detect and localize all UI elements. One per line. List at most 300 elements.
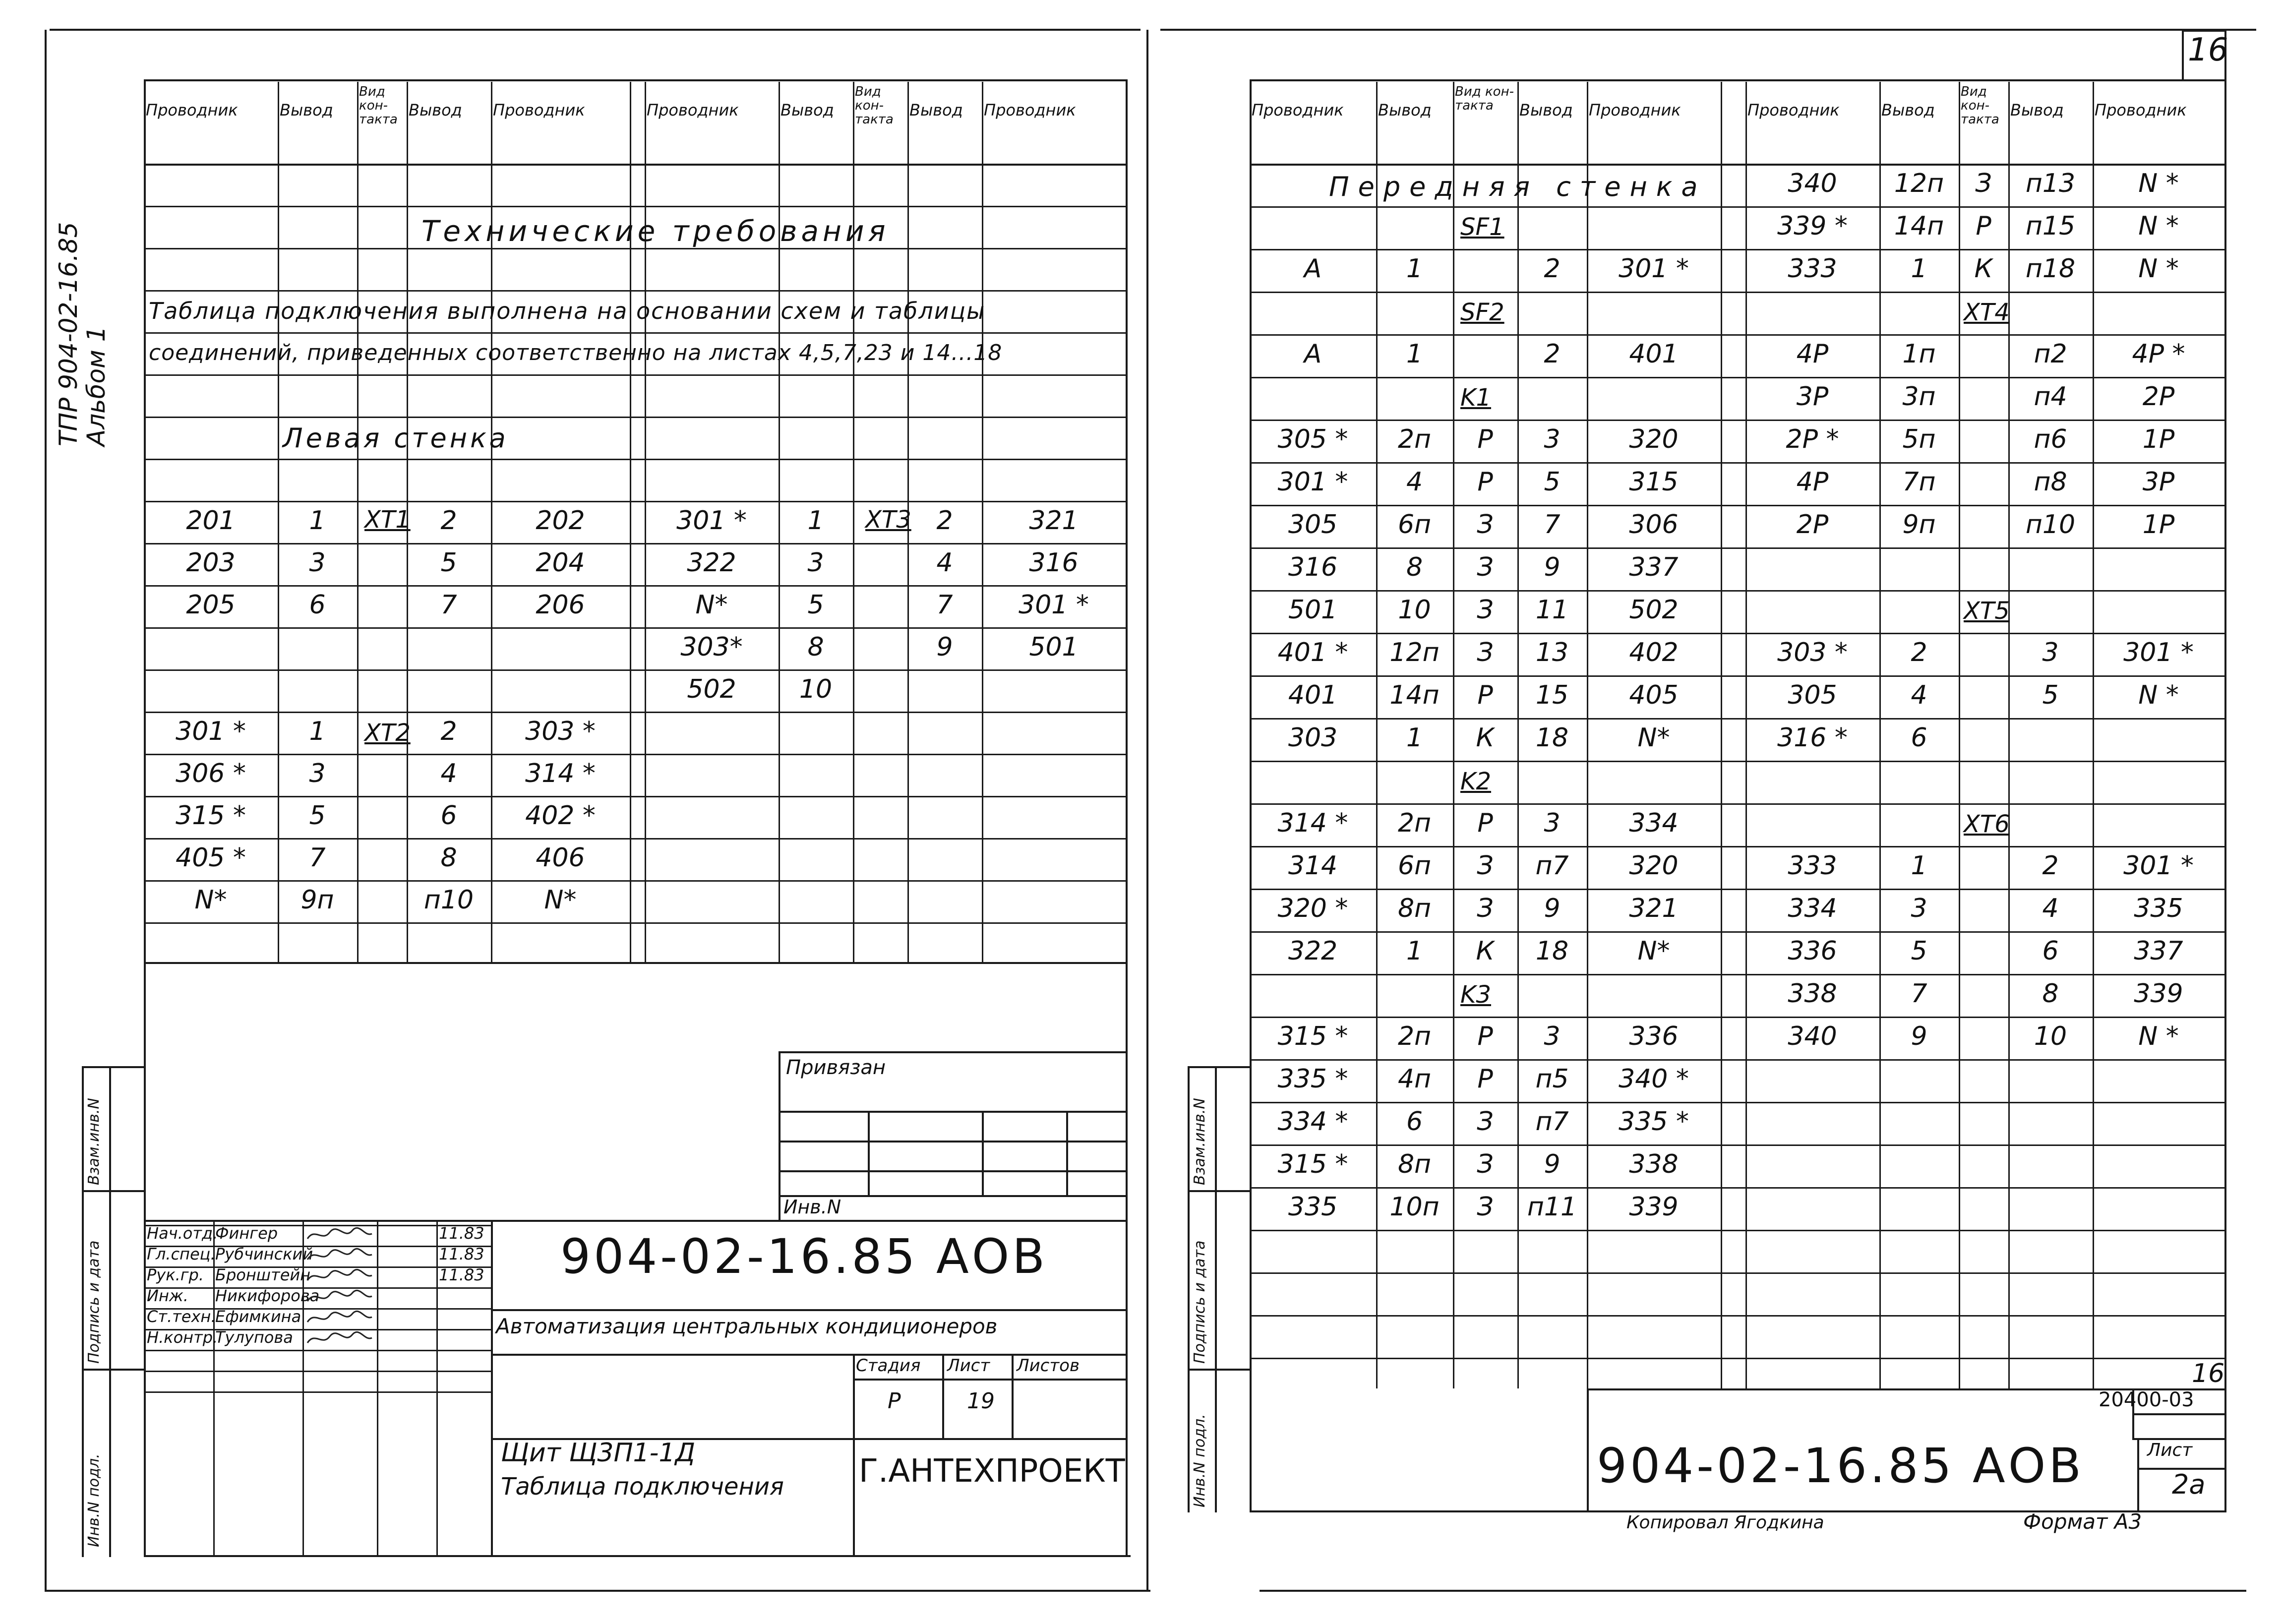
role-title: Ст.техн. — [147, 1307, 216, 1326]
terminal-cell: 3 — [1911, 894, 1927, 923]
conductor-cell: 303 * — [1777, 638, 1848, 667]
contact-cell: З — [1975, 169, 1992, 198]
terminal-cell: 9 — [936, 632, 953, 662]
terminal-cell: 1 — [1406, 723, 1423, 753]
grid-line — [1250, 377, 2224, 378]
conductor-cell: 203 — [186, 548, 236, 578]
role-title: Нач.отд. — [147, 1224, 218, 1243]
copied-by: Копировал Ягодкина — [1626, 1512, 1824, 1533]
sidebar-vzam-right: Взам.инв.N — [1191, 1098, 1208, 1185]
conductor-cell: 4Р — [1796, 467, 1829, 497]
front-wall-label: Передняя стенка — [1329, 171, 1707, 202]
conductor-cell: N* — [1637, 723, 1670, 753]
contact-cell: Р — [1477, 808, 1493, 838]
sidebar-inv-right: Инв.N подл. — [1191, 1414, 1208, 1507]
conductor-cell: 405 * — [176, 843, 246, 873]
conductor-cell: 306 * — [176, 759, 246, 788]
block-label-sf1: SF1 — [1460, 213, 1504, 241]
conductor-cell: N * — [2138, 254, 2179, 284]
terminal-cell: 6 — [1406, 1107, 1423, 1137]
conductor-cell: 334 — [1629, 808, 1679, 838]
block-label-k2: K2 — [1460, 768, 1492, 795]
role-name: Фингер — [215, 1224, 278, 1243]
terminal-cell: 3п — [1902, 382, 1936, 412]
terminal-cell: 8 — [1406, 552, 1423, 582]
grid-line — [436, 1220, 438, 1557]
conductor-cell: 322 — [687, 548, 736, 578]
terminal-cell: 8 — [2042, 979, 2059, 1009]
conductor-cell: 321 — [1629, 894, 1679, 923]
terminal-cell: 1 — [1406, 936, 1423, 966]
block-label-xt6: XT6 — [1964, 810, 2010, 838]
table-title: Таблица подключения — [501, 1473, 784, 1501]
conductor-cell: 305 — [1788, 680, 1837, 710]
conductor-cell: 401 — [1288, 680, 1338, 710]
conductor-cell: 339 — [1629, 1192, 1679, 1222]
terminal-cell: 3 — [1544, 1022, 1561, 1051]
grid-line — [1250, 1102, 2224, 1103]
conductor-cell: 201 — [186, 506, 236, 536]
grid-line — [1250, 1358, 2224, 1359]
stage-value: Р — [888, 1388, 901, 1414]
grid-line — [1250, 803, 2224, 805]
grid-line — [1250, 249, 2224, 250]
conductor-cell: 303* — [680, 632, 743, 662]
conductor-cell: А — [1304, 339, 1322, 369]
grid-line — [144, 1350, 491, 1351]
conductor-cell: 4Р * — [2132, 339, 2185, 369]
grid-line — [357, 82, 359, 962]
contact-cell: Р — [1976, 211, 1991, 241]
conductor-cell: 305 — [1288, 510, 1338, 540]
grid-line — [377, 1220, 378, 1557]
conductor-cell: 337 — [1629, 552, 1679, 582]
header-contact-type: Вид кон-такта — [359, 84, 398, 127]
terminal-cell: п10 — [423, 885, 474, 915]
conductor-cell: 315 * — [176, 801, 246, 831]
terminal-cell: 1п — [1902, 339, 1936, 369]
notes-line-2: соединений, приведенных соответственно на листах 4,5,7,23 и 14...18 — [149, 340, 1003, 365]
terminal-cell: 1 — [1406, 254, 1423, 284]
grid-line — [144, 164, 1128, 166]
format-label: Формат А3 — [2023, 1509, 2142, 1534]
role-title: Рук.гр. — [147, 1265, 204, 1284]
terminal-cell: п4 — [2034, 382, 2067, 412]
conductor-cell: 301 * — [1277, 467, 1348, 497]
grid-line — [1250, 1144, 2224, 1146]
terminal-cell: 1 — [1406, 339, 1423, 369]
grid-line — [1250, 931, 2224, 933]
grid-line — [1250, 1017, 2224, 1018]
contact-cell: З — [1477, 638, 1494, 667]
conductor-cell: 316 — [1288, 552, 1338, 582]
terminal-cell: 3 — [309, 759, 326, 788]
grid-line — [1250, 292, 2224, 293]
terminal-cell: 1 — [1911, 254, 1927, 284]
conductor-cell: N* — [1637, 936, 1670, 966]
block-label-k1: K1 — [1460, 384, 1492, 412]
conductor-cell: 4Р — [1796, 339, 1829, 369]
conductor-cell: 339 * — [1777, 211, 1848, 241]
conductor-cell: 301 * — [1019, 590, 1089, 620]
role-title: Гл.спец. — [147, 1245, 216, 1263]
role-date: 11.83 — [439, 1245, 484, 1263]
conductor-cell: 502 — [687, 674, 736, 704]
header-conductor: Проводник — [1252, 101, 1344, 120]
conductor-cell: 406 — [536, 843, 585, 873]
terminal-cell: 12п — [1894, 169, 1944, 198]
conductor-cell: 315 * — [1277, 1022, 1348, 1051]
role-title: Н.контр. — [147, 1328, 218, 1347]
sheet-header: Лист — [947, 1356, 990, 1376]
terminal-cell: 4 — [440, 759, 457, 788]
terminal-cell: 3 — [1544, 808, 1561, 838]
list-value: 2а — [2172, 1469, 2206, 1500]
archive-number: 20400-03 — [2099, 1388, 2194, 1411]
conductor-cell: 502 — [1629, 595, 1679, 625]
conductor-cell: 206 — [536, 590, 585, 620]
grid-line — [144, 712, 1128, 713]
signature-mark — [305, 1287, 374, 1307]
conductor-cell: 321 — [1029, 506, 1079, 536]
terminal-cell: 9 — [1544, 1149, 1561, 1179]
contact-cell: З — [1477, 510, 1494, 540]
conductor-cell: 402 — [1629, 638, 1679, 667]
conductor-cell: 340 — [1788, 169, 1837, 198]
terminal-cell: 7 — [1911, 979, 1927, 1009]
conductor-cell: 402 * — [525, 801, 596, 831]
terminal-cell: п8 — [2034, 467, 2067, 497]
conductor-cell: 314 * — [525, 759, 596, 788]
conductor-cell: N* — [695, 590, 728, 620]
role-name: Рубчинский — [215, 1245, 313, 1263]
terminal-cell: п11 — [1527, 1192, 1577, 1222]
header-terminal: Вывод — [909, 101, 963, 120]
conductor-cell: 405 — [1629, 680, 1679, 710]
terminal-cell: 5 — [440, 548, 457, 578]
notes-title: Технические требования — [421, 214, 890, 248]
conductor-cell: 320 — [1629, 424, 1679, 454]
left-wall-label: Левая стенка — [283, 422, 509, 454]
terminal-cell: 2 — [440, 717, 457, 746]
org-name: Г.АНТЕХПРОЕКТ — [859, 1453, 1125, 1490]
terminal-cell: 9 — [1544, 894, 1561, 923]
grid-line — [213, 1220, 215, 1557]
header-conductor: Проводник — [647, 101, 739, 120]
block-label-sf2: SF2 — [1460, 299, 1504, 326]
terminal-cell: 2 — [936, 506, 953, 536]
conductor-cell: 205 — [186, 590, 236, 620]
conductor-cell: 501 — [1288, 595, 1338, 625]
list-header: Лист — [2147, 1440, 2193, 1460]
conductor-cell: 3Р — [2142, 467, 2175, 497]
terminal-cell: 5 — [807, 590, 824, 620]
conductor-cell: 340 * — [1619, 1064, 1689, 1094]
terminal-cell: 1 — [309, 717, 326, 746]
conductor-cell: 335 * — [1277, 1064, 1348, 1094]
header-terminal: Вывод — [2010, 101, 2064, 120]
conductor-cell: 336 — [1629, 1022, 1679, 1051]
terminal-cell: п10 — [2025, 510, 2076, 540]
sidebar-inv: Инв.N подл. — [85, 1453, 103, 1547]
conductor-cell: 3Р — [1796, 382, 1829, 412]
terminal-cell: 10 — [799, 674, 833, 704]
conductor-cell: 335 — [1288, 1192, 1338, 1222]
conductor-cell: 401 * — [1277, 638, 1348, 667]
terminal-cell: 2п — [1397, 424, 1432, 454]
stage-header: Стадия — [856, 1356, 921, 1376]
contact-cell: Р — [1477, 680, 1493, 710]
terminal-cell: 1 — [807, 506, 824, 536]
grid-line — [144, 332, 1128, 334]
terminal-cell: 4 — [2042, 894, 2059, 923]
contact-cell: З — [1477, 851, 1494, 881]
terminal-cell: п5 — [1535, 1064, 1569, 1094]
grid-line — [144, 838, 1128, 840]
terminal-cell: 2 — [1544, 254, 1561, 284]
header-contact-type: Вид кон-такта — [1961, 84, 1999, 127]
header-terminal: Вывод — [409, 101, 462, 120]
header-conductor: Проводник — [493, 101, 585, 120]
terminal-cell: 3 — [807, 548, 824, 578]
terminal-cell: 1 — [1911, 851, 1927, 881]
terminal-cell: 9п — [300, 885, 334, 915]
sheet-value: 19 — [967, 1388, 995, 1414]
header-contact-type: Вид кон-такта — [1455, 84, 1514, 113]
conductor-cell: А — [1304, 254, 1322, 284]
terminal-cell: п7 — [1535, 1107, 1569, 1137]
terminal-cell: 8 — [807, 632, 824, 662]
role-date: 11.83 — [439, 1265, 484, 1284]
drawing-code-right: 904-02-16.85 АОВ — [1597, 1438, 2085, 1494]
conductor-cell: 337 — [2134, 936, 2183, 966]
terminal-cell: 5 — [1911, 936, 1927, 966]
privyazan-label: Привязан — [786, 1056, 886, 1079]
stamp-sheet-num: 16 — [2192, 1359, 2225, 1388]
contact-cell: З — [1477, 552, 1494, 582]
terminal-cell: 6 — [1911, 723, 1927, 753]
role-title: Инж. — [147, 1286, 188, 1305]
terminal-cell: 3 — [1544, 424, 1561, 454]
contact-cell: Р — [1477, 467, 1493, 497]
terminal-cell: 4п — [1397, 1064, 1432, 1094]
terminal-cell: 8п — [1397, 894, 1432, 923]
grid-line — [144, 374, 1128, 376]
contact-cell: К — [1476, 936, 1495, 966]
conductor-cell: 320 * — [1277, 894, 1348, 923]
grid-line — [1250, 590, 2224, 592]
grid-line — [144, 459, 1128, 460]
conductor-cell: 2Р — [2142, 382, 2175, 412]
conductor-cell: 202 — [536, 506, 585, 536]
contact-cell: З — [1477, 1192, 1494, 1222]
conductor-cell: N * — [2138, 680, 2179, 710]
terminal-cell: 5п — [1902, 424, 1936, 454]
conductor-cell: 340 — [1788, 1022, 1837, 1051]
conductor-cell: 316 * — [1777, 723, 1848, 753]
terminal-cell: 18 — [1535, 936, 1569, 966]
header-terminal: Вывод — [1881, 101, 1935, 120]
sidebar-podpis: Подпись и дата — [85, 1240, 103, 1364]
role-name: Бронштейн — [215, 1265, 311, 1284]
notes-line-1: Таблица подключения выполнена на основании схем и таблицы — [149, 298, 986, 324]
conductor-cell: 338 — [1629, 1149, 1679, 1179]
terminal-cell: 6 — [440, 801, 457, 831]
conductor-cell: 301 * — [1619, 254, 1689, 284]
grid-line — [1250, 718, 2224, 720]
grid-line — [144, 290, 1128, 292]
terminal-cell: 3 — [309, 548, 326, 578]
terminal-cell: п13 — [2025, 169, 2076, 198]
terminal-cell: 2п — [1397, 808, 1432, 838]
role-date: 11.83 — [439, 1224, 484, 1243]
grid-line — [144, 796, 1128, 797]
terminal-cell: 8 — [440, 843, 457, 873]
terminal-cell: 5 — [309, 801, 326, 831]
terminal-cell: 2 — [440, 506, 457, 536]
grid-line — [144, 501, 1128, 502]
header-terminal: Вывод — [781, 101, 834, 120]
conductor-cell: 204 — [536, 548, 585, 578]
block-label-k3: K3 — [1460, 981, 1492, 1009]
grid-line — [1721, 82, 1722, 1388]
terminal-cell: 9п — [1902, 510, 1936, 540]
terminal-cell: 7п — [1902, 467, 1936, 497]
contact-cell: Р — [1477, 1064, 1493, 1094]
terminal-cell: 2п — [1397, 1022, 1432, 1051]
terminal-cell: 1 — [309, 506, 326, 536]
terminal-cell: 14п — [1894, 211, 1944, 241]
conductor-cell: N * — [2138, 211, 2179, 241]
header-conductor: Проводник — [146, 101, 238, 120]
conductor-cell: 314 — [1288, 851, 1338, 881]
xt2-label: XT2 — [364, 719, 411, 747]
terminal-cell: 10 — [1398, 595, 1431, 625]
grid-line — [144, 1371, 491, 1372]
terminal-cell: 13 — [1535, 638, 1569, 667]
conductor-cell: 401 — [1629, 339, 1679, 369]
role-name: Тулупова — [215, 1328, 293, 1347]
signature-mark — [305, 1225, 374, 1245]
block-label-xt5: XT5 — [1964, 597, 2010, 625]
grid-line — [1250, 206, 2224, 208]
header-contact-type: Вид кон-такта — [855, 84, 894, 127]
grid-line — [1250, 505, 2224, 506]
grid-line — [144, 669, 1128, 671]
sidebar-podpis-right: Подпись и дата — [1191, 1240, 1208, 1364]
contact-cell: К — [1974, 254, 1993, 284]
contact-cell: Р — [1477, 424, 1493, 454]
terminal-cell: 10п — [1389, 1192, 1440, 1222]
terminal-cell: п18 — [2025, 254, 2076, 284]
block-label-xt4: XT4 — [1964, 299, 2010, 326]
terminal-cell: 5 — [2042, 680, 2059, 710]
conductor-cell: 334 * — [1277, 1107, 1348, 1137]
terminal-cell: 4 — [1406, 467, 1423, 497]
conductor-cell: 303 * — [525, 717, 596, 746]
conductor-cell: 301 * — [2123, 851, 2194, 881]
sheet-number-top: 16 — [2188, 32, 2228, 68]
xt3-label: XT3 — [865, 506, 911, 534]
sidebar-vzam: Взам.инв.N — [85, 1098, 103, 1185]
grid-line — [144, 206, 1128, 207]
terminal-cell: п7 — [1535, 851, 1569, 881]
role-name: Ефимкина — [215, 1307, 301, 1326]
grid-line — [1250, 420, 2224, 421]
contact-cell: З — [1477, 1149, 1494, 1179]
terminal-cell: 6 — [309, 590, 326, 620]
terminal-cell: 3 — [2042, 638, 2059, 667]
project-title: Автоматизация центральных кондиционеров — [496, 1314, 998, 1338]
xt1-label: XT1 — [364, 506, 411, 534]
conductor-cell: 335 * — [1619, 1107, 1689, 1137]
terminal-cell: 10 — [2034, 1022, 2067, 1051]
terminal-cell: 6п — [1397, 510, 1432, 540]
conductor-cell: N* — [544, 885, 577, 915]
grid-line — [1250, 547, 2224, 549]
header-conductor: Проводник — [1589, 101, 1681, 120]
grid-line — [1250, 1187, 2224, 1189]
signature-mark — [305, 1246, 374, 1265]
terminal-cell: 2 — [2042, 851, 2059, 881]
grid-line — [1250, 1315, 2224, 1317]
conductor-cell: 336 — [1788, 936, 1837, 966]
conductor-cell: 1Р — [2142, 510, 2175, 540]
conductor-cell: 335 — [2134, 894, 2183, 923]
terminal-cell: 12п — [1389, 638, 1440, 667]
terminal-cell: 6п — [1397, 851, 1432, 881]
terminal-cell: 2 — [1911, 638, 1927, 667]
grid-line — [1250, 633, 2224, 634]
terminal-cell: 7 — [936, 590, 953, 620]
terminal-cell: п15 — [2025, 211, 2076, 241]
terminal-cell: 18 — [1535, 723, 1569, 753]
grid-line — [144, 922, 1128, 924]
grid-line — [144, 248, 1128, 249]
grid-line — [1250, 1272, 2224, 1274]
signature-mark — [305, 1308, 374, 1328]
conductor-cell: 320 — [1629, 851, 1679, 881]
grid-line — [1250, 889, 2224, 890]
conductor-cell: 333 — [1788, 851, 1837, 881]
contact-cell: З — [1477, 595, 1494, 625]
terminal-cell: 7 — [309, 843, 326, 873]
conductor-cell: 2Р * — [1786, 424, 1839, 454]
signature-mark — [305, 1329, 374, 1349]
terminal-cell: 9 — [1911, 1022, 1927, 1051]
conductor-cell: 2Р — [1796, 510, 1829, 540]
conductor-cell: N* — [194, 885, 227, 915]
conductor-cell: 303 — [1288, 723, 1338, 753]
contact-cell: З — [1477, 1107, 1494, 1137]
side-title-mark: ТПР 904-02-16.85 Альбом 1 — [54, 222, 111, 446]
header-conductor: Проводник — [984, 101, 1076, 120]
terminal-cell: 14п — [1389, 680, 1440, 710]
signature-mark — [305, 1266, 374, 1286]
contact-cell: К — [1476, 723, 1495, 753]
conductor-cell: 314 * — [1277, 808, 1348, 838]
terminal-cell: п6 — [2034, 424, 2067, 454]
grid-line — [1250, 1059, 2224, 1061]
conductor-cell: 305 * — [1277, 424, 1348, 454]
contact-cell: З — [1477, 894, 1494, 923]
grid-line — [144, 417, 1128, 418]
conductor-cell: N * — [2138, 1022, 2179, 1051]
terminal-cell: 4 — [1911, 680, 1927, 710]
grid-line — [1250, 1230, 2224, 1231]
terminal-cell: 8п — [1397, 1149, 1432, 1179]
conductor-cell: 301 * — [176, 717, 246, 746]
